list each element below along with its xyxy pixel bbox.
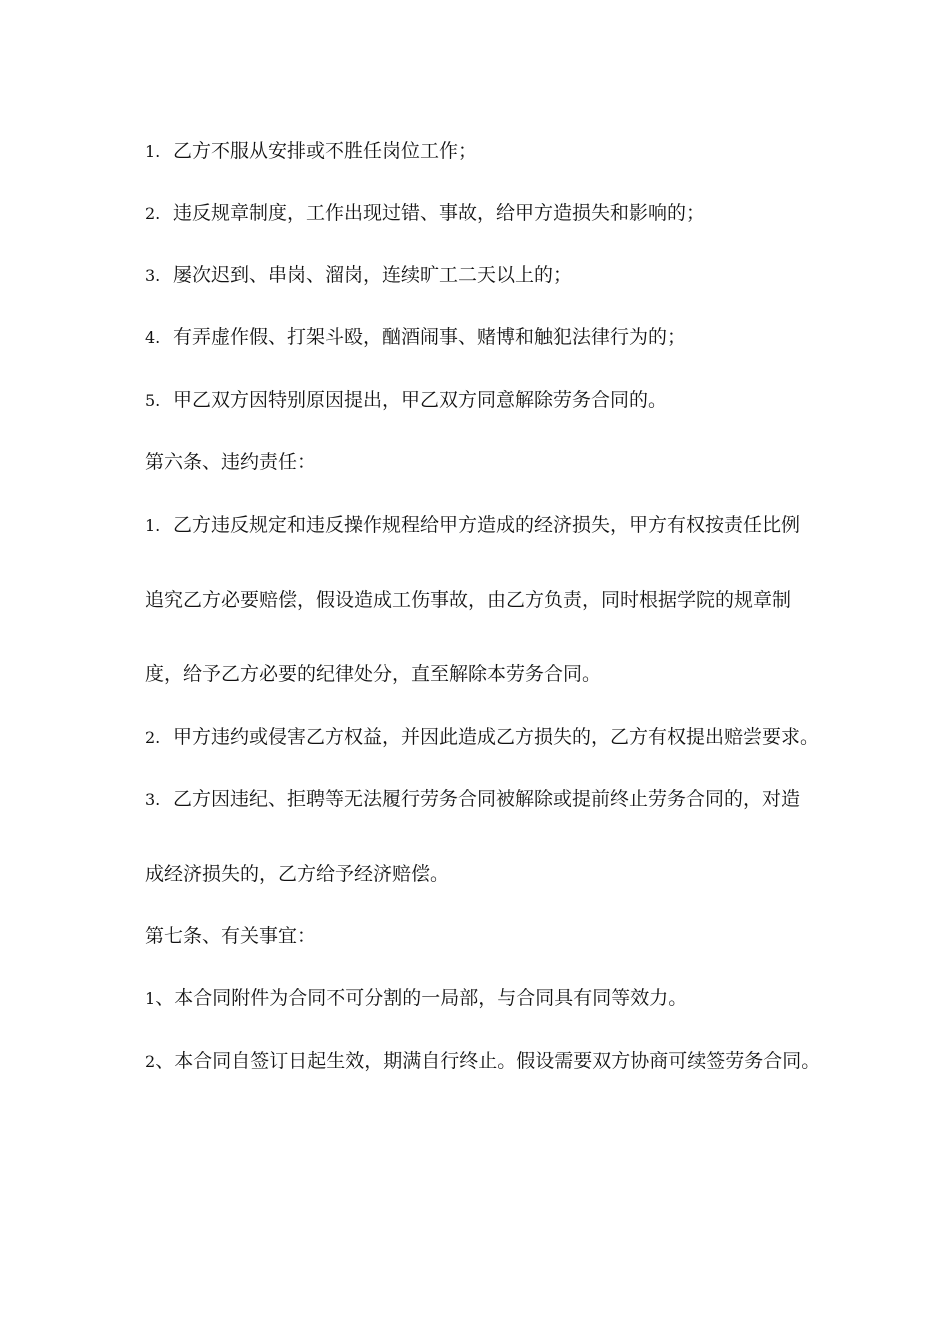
item-number: 3. (145, 790, 161, 809)
item-text: 甲乙双方因特别原因提出，甲乙双方同意解除劳务合同的。 (173, 389, 668, 411)
list-item (145, 1048, 820, 1075)
item-number: 2. (145, 204, 161, 223)
paragraph-line: 追究乙方必要赔偿，假设造成工伤事故，由乙方负责，同时根据学院的规章制 (145, 589, 792, 611)
item-text: 屡次迟到、串岗、溜岗，连续旷工二天以上的； (173, 264, 573, 286)
list-item (145, 387, 667, 414)
item-text: 、本合同自签订日起生效，期满自行终止。假设需要双方协商可续签劳务合同。 (155, 1050, 821, 1072)
list-item (145, 324, 686, 351)
section-heading: 第七条、有关事宜： (145, 925, 317, 947)
item-text: 违反规章制度，工作出现过错、事故，给甲方造损失和影响的； (173, 202, 706, 224)
item-text: 有弄虚作假、打架斗殴，酗酒闹事、赌博和触犯法律行为的； (173, 326, 687, 348)
list-item (145, 512, 800, 539)
list-item (145, 985, 687, 1012)
paragraph-line: 成经济损失的，乙方给予经济赔偿。 (145, 863, 450, 885)
list-item (145, 200, 705, 227)
list-item (145, 724, 819, 751)
section-heading: 第六条、违约责任： (145, 451, 317, 473)
item-text: 乙方不服从安排或不胜任岗位工作； (173, 140, 478, 162)
item-number: 5. (145, 391, 161, 410)
list-item (145, 138, 477, 165)
list-item (145, 262, 572, 289)
item-text: 乙方违反规定和违反操作规程给甲方造成的经济损失，甲方有权按责任比例 (173, 514, 801, 536)
item-number: 3. (145, 266, 161, 285)
paragraph-line: 度，给予乙方必要的纪律处分，直至解除本劳务合同。 (145, 663, 602, 685)
item-text: 甲方违约或侵害乙方权益，并因此造成乙方损失的，乙方有权提出赔尝要求。 (173, 726, 820, 748)
item-number: 1. (145, 516, 161, 535)
item-text: 乙方因违纪、拒聘等无法履行劳务合同被解除或提前终止劳务合同的，对造 (173, 788, 801, 810)
item-number: 2. (145, 728, 161, 747)
list-item (145, 786, 800, 813)
item-number: 4. (145, 328, 161, 347)
item-text: 、本合同附件为合同不可分割的一局部，与合同具有同等效力。 (155, 987, 688, 1009)
item-number: 2 (145, 1052, 156, 1071)
item-number: 1 (145, 989, 156, 1008)
item-number: 1. (145, 142, 161, 161)
